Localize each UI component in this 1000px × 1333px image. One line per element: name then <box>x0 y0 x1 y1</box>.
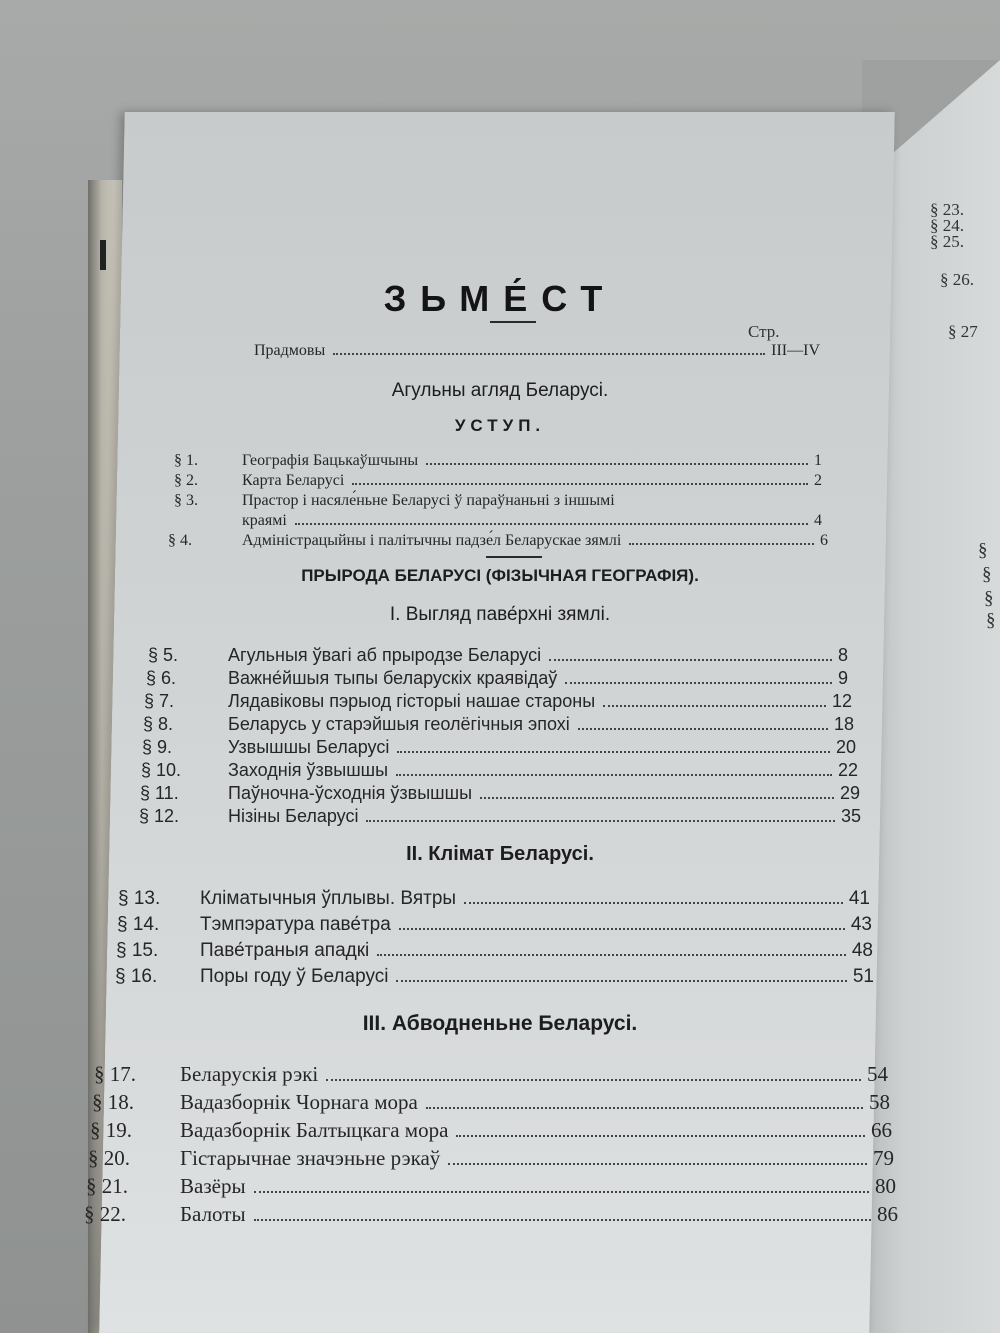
section-heading-intro: УСТУП. <box>454 416 546 435</box>
toc-row <box>88 1146 894 1171</box>
toc-number: § 13. <box>118 888 161 909</box>
toc-number: § 22. <box>84 1202 126 1226</box>
toc-leader <box>333 353 765 355</box>
toc-page: 66 <box>871 1118 892 1142</box>
page-title: ЗЬМЕ́СТ <box>383 278 617 319</box>
page-column-label: Стр. <box>748 322 780 341</box>
toc-number: § 6. <box>146 668 177 688</box>
toc-row <box>146 668 848 689</box>
right-page-entry: § 27 <box>948 322 978 341</box>
toc-label: Адміністрацыйны і палітычны падзе́л Беларускае зямлі <box>242 532 622 549</box>
section-divider <box>486 556 542 558</box>
toc-label: Паве́траныя ападкі <box>200 940 370 961</box>
toc-label: Тэмпэратура паве́тра <box>200 914 391 935</box>
right-page-section-mark: § <box>986 610 996 631</box>
toc-label: Балоты <box>180 1202 246 1226</box>
toc-row <box>242 512 822 530</box>
toc-row <box>86 1174 896 1199</box>
toc-number: § 20. <box>88 1146 130 1170</box>
right-page-section-mark: § <box>978 540 988 561</box>
toc-page: 41 <box>848 888 870 909</box>
toc-row <box>139 806 861 827</box>
toc-page: 1 <box>814 452 822 469</box>
toc-number: § 15. <box>116 940 159 961</box>
toc-page: 79 <box>873 1146 894 1170</box>
toc-label: Беларускія рэкі <box>180 1062 319 1086</box>
toc-row <box>142 737 856 758</box>
toc-number: § 7. <box>144 691 175 711</box>
toc-number: § 5. <box>148 645 179 665</box>
toc-page: 80 <box>875 1174 896 1198</box>
toc-number: § 9. <box>142 737 173 757</box>
toc-number: § 2. <box>174 472 198 489</box>
toc-leader <box>578 728 828 730</box>
toc-page: 18 <box>833 714 854 734</box>
toc-page: 43 <box>850 914 872 935</box>
toc-number: § 11. <box>140 783 179 803</box>
section-heading-nature: ПРЫРОДА БЕЛАРУСІ (ФІЗЫЧНАЯ ГЕОГРАФІЯ). <box>301 566 699 585</box>
toc-leader <box>295 523 808 525</box>
toc-row <box>141 760 858 781</box>
toc-page: 9 <box>837 668 848 688</box>
toc-label: Заходнія ўзвышшы <box>228 760 389 780</box>
toc-number: § 1. <box>174 452 198 469</box>
toc-row <box>148 645 848 666</box>
toc-leader <box>366 820 834 822</box>
toc-leader <box>396 980 846 982</box>
toc-row <box>174 452 822 470</box>
toc-page: 86 <box>877 1202 898 1226</box>
toc-label: Поры году ў Беларусі <box>200 966 389 987</box>
spine-mark <box>100 240 106 270</box>
toc-number: § 16. <box>115 966 158 987</box>
toc-leader <box>603 705 826 707</box>
toc-label: Прадмовы <box>254 342 326 359</box>
toc-label: Беларусь у старэйшыя геолёгічныя эпохі <box>228 714 570 734</box>
toc-label: Агульныя ўвагі аб прыродзе Беларусі <box>228 645 542 665</box>
toc-row <box>115 966 874 988</box>
toc-page: 12 <box>831 691 852 711</box>
toc-leader <box>480 797 834 799</box>
toc-number: § 19. <box>90 1118 132 1142</box>
toc-label: Вадазборнік Чорнага мора <box>180 1090 418 1114</box>
toc-row <box>140 783 860 804</box>
toc-row <box>90 1118 892 1143</box>
right-page-section-mark: § <box>982 564 992 585</box>
toc-row <box>117 914 872 936</box>
right-page-entry: § 23. <box>930 200 964 219</box>
toc-page: 54 <box>867 1062 888 1086</box>
toc-page: 48 <box>851 940 873 961</box>
toc-page: 6 <box>820 532 828 549</box>
toc-row <box>174 472 822 490</box>
section-heading-general: Агульны агляд Беларусі. <box>391 380 609 401</box>
chapter-heading-2: II. Клімат Беларусі. <box>406 843 594 865</box>
toc-page: 51 <box>852 966 874 987</box>
toc-row <box>144 691 852 712</box>
toc-row <box>174 492 822 510</box>
title-underline <box>490 321 536 323</box>
toc-leader <box>396 774 832 776</box>
right-page-section-mark: § <box>984 588 994 609</box>
toc-label: Нізіны Беларусі <box>228 806 359 826</box>
toc-label: Прастор і насяле́ньне Беларусі ў параўнаньні з іншымі <box>242 492 615 509</box>
toc-number: § 8. <box>143 714 174 734</box>
toc-leader <box>426 1107 863 1109</box>
toc-leader <box>464 902 843 904</box>
toc-leader <box>426 463 808 465</box>
toc-row-preface <box>254 342 820 360</box>
toc-label: Паўночна-ўсходнія ўзвышшы <box>228 783 473 803</box>
toc-page: 22 <box>837 760 858 780</box>
toc-page: III—IV <box>771 342 820 359</box>
toc-label: Географія Бацькаўшчыны <box>242 452 419 469</box>
toc-leader <box>565 682 832 684</box>
toc-number: § 4. <box>168 532 192 549</box>
toc-label: Вадазборнік Балтыцкага мора <box>180 1118 449 1142</box>
toc-row <box>168 532 828 550</box>
toc-label: Узвышшы Беларусі <box>228 737 390 757</box>
chapter-heading-3: III. Абводненьне Беларусі. <box>362 1012 638 1035</box>
toc-row <box>116 940 873 962</box>
toc-leader <box>377 954 846 956</box>
toc-page: 8 <box>837 645 848 665</box>
toc-number: § 18. <box>92 1090 134 1114</box>
toc-label: Карта Беларусі <box>242 472 345 489</box>
toc-number: § 21. <box>86 1174 128 1198</box>
toc-leader <box>352 483 808 485</box>
toc-page: 29 <box>839 783 860 803</box>
toc-leader <box>254 1219 871 1221</box>
toc-page: 35 <box>840 806 861 826</box>
toc-page: 20 <box>835 737 856 757</box>
right-page-entry: § 24. <box>930 216 964 235</box>
toc-number: § 3. <box>174 492 198 509</box>
toc-leader <box>456 1135 865 1137</box>
toc-label: Лядавіковы пэрыод гісторыі нашае староны <box>228 691 596 711</box>
toc-page: 2 <box>814 472 822 489</box>
right-page-entry: § 25. <box>930 232 964 251</box>
toc-leader <box>397 751 830 753</box>
toc-number: § 12. <box>139 806 180 826</box>
toc-row <box>94 1062 888 1087</box>
right-page-entry: § 26. <box>940 270 974 289</box>
toc-label: Гістарычнае значэньне рэкаў <box>180 1146 441 1170</box>
toc-row <box>84 1202 898 1227</box>
toc-leader <box>629 543 814 545</box>
toc-label: Кліматычныя ўплывы. Вятры <box>200 888 457 909</box>
chapter-heading-1: I. Выгляд паве́рхні зямлі. <box>389 604 611 625</box>
toc-leader <box>549 659 832 661</box>
toc-page: 4 <box>814 512 822 529</box>
toc-leader <box>326 1079 861 1081</box>
toc-leader <box>448 1163 867 1165</box>
toc-label: Вазёры <box>180 1174 246 1198</box>
toc-page: 58 <box>869 1090 890 1114</box>
toc-row <box>92 1090 890 1115</box>
toc-leader <box>399 928 845 930</box>
toc-label: краямі <box>242 512 287 529</box>
toc-number: § 17. <box>94 1062 136 1086</box>
toc-number: § 10. <box>141 760 182 780</box>
toc-row <box>118 888 870 910</box>
toc-row <box>143 714 854 735</box>
toc-number: § 14. <box>117 914 160 935</box>
toc-label: Важне́йшыя тыпы беларускіх краявідаў <box>228 668 558 688</box>
toc-leader <box>254 1191 869 1193</box>
